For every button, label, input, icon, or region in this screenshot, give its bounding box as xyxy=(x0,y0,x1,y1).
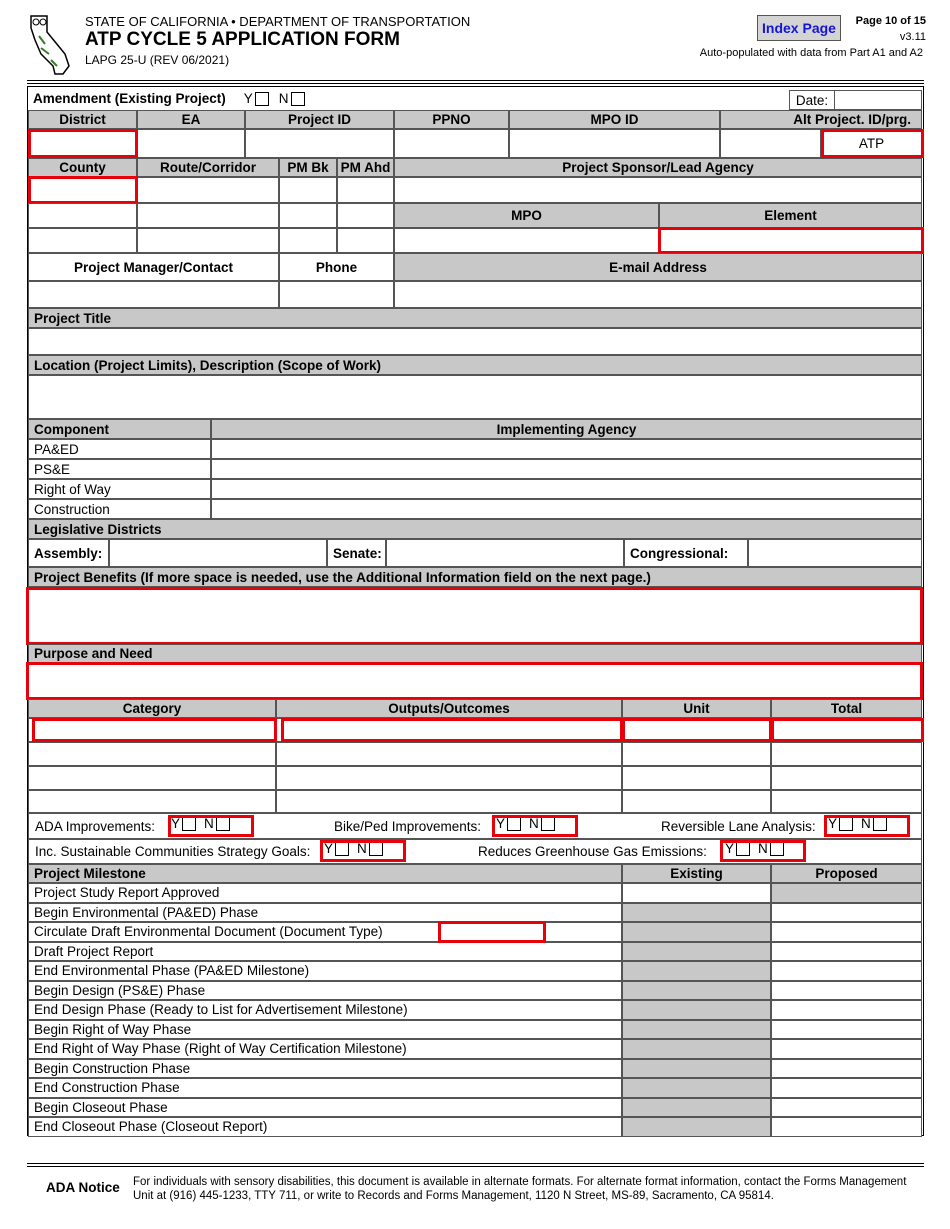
county-highlight xyxy=(28,176,138,204)
mpo-input[interactable] xyxy=(394,228,659,253)
milestone-proposed-input[interactable] xyxy=(771,942,922,962)
milestone-header: Project Milestone xyxy=(28,864,622,883)
element-header: Element xyxy=(659,203,922,228)
ea-header: EA xyxy=(137,110,245,129)
milestone-proposed-input[interactable] xyxy=(771,1000,922,1020)
county-header: County xyxy=(28,158,137,177)
ada-highlight xyxy=(168,815,254,837)
ppno-header: PPNO xyxy=(394,110,509,129)
scs-goals-label: Inc. Sustainable Communities Strategy Goals: xyxy=(35,844,311,859)
alt-project-highlight xyxy=(821,129,924,158)
milestone-label: End Design Phase (Ready to List for Advertisement Milestone) xyxy=(28,1000,622,1020)
county-input-3[interactable] xyxy=(28,228,137,253)
email-input[interactable] xyxy=(394,281,922,308)
milestone-proposed-input[interactable] xyxy=(771,883,922,903)
footer-divider-2 xyxy=(27,1166,924,1167)
milestone-existing-input[interactable] xyxy=(622,1020,771,1040)
unit-input-2[interactable] xyxy=(622,742,771,766)
bike-n-label: N xyxy=(529,816,539,831)
amendment-yes-checkbox[interactable] xyxy=(255,92,269,106)
location-input[interactable] xyxy=(28,375,922,419)
outputs-header: Outputs/Outcomes xyxy=(276,699,622,718)
caltrans-logo xyxy=(27,14,73,78)
application-form xyxy=(27,86,924,1136)
component-header: Component xyxy=(28,419,211,439)
scs-n-label: N xyxy=(357,841,367,856)
implementing-agency-header: Implementing Agency xyxy=(211,419,922,439)
pm-ahd-input-3[interactable] xyxy=(337,228,394,253)
sponsor-input[interactable] xyxy=(394,177,922,203)
alt-project-id-header: Alt Project. ID/prg. xyxy=(720,110,922,129)
project-title-input[interactable] xyxy=(28,328,922,355)
alt-project-id-input[interactable]: ATP xyxy=(821,129,922,158)
agency-construction-input[interactable] xyxy=(211,499,922,519)
pm-ahd-header: PM Ahd xyxy=(337,158,394,177)
milestone-proposed-input[interactable] xyxy=(771,1117,922,1137)
pm-ahd-input-2[interactable] xyxy=(337,203,394,228)
project-title-header: Project Title xyxy=(28,308,922,328)
milestone-existing-input[interactable] xyxy=(622,1078,771,1098)
phone-input[interactable] xyxy=(279,281,394,308)
alt-project-spacer[interactable] xyxy=(720,129,821,158)
milestone-existing-input[interactable] xyxy=(622,1059,771,1079)
milestone-proposed-input[interactable] xyxy=(771,1098,922,1118)
milestone-existing-input[interactable] xyxy=(622,961,771,981)
unit-highlight xyxy=(622,718,772,742)
milestone-proposed-input[interactable] xyxy=(771,981,922,1001)
total-input-4[interactable] xyxy=(771,790,922,813)
category-input-3[interactable] xyxy=(28,766,276,790)
milestone-label: End Closeout Phase (Closeout Report) xyxy=(28,1117,622,1137)
project-id-header: Project ID xyxy=(245,110,394,129)
element-highlight xyxy=(658,227,924,254)
milestone-label: Begin Design (PS&E) Phase xyxy=(28,981,622,1001)
pm-bk-header: PM Bk xyxy=(279,158,337,177)
milestone-existing-input[interactable] xyxy=(622,1000,771,1020)
milestone-proposed-input[interactable] xyxy=(771,903,922,923)
scs-y-label: Y xyxy=(324,841,334,856)
total-input-3[interactable] xyxy=(771,766,922,790)
milestone-proposed-input[interactable] xyxy=(771,1059,922,1079)
bike-ped-label: Bike/Ped Improvements: xyxy=(334,819,482,834)
ada-notice-label: ADA Notice xyxy=(46,1180,120,1195)
amendment-label: Amendment (Existing Project) xyxy=(33,91,226,106)
benefits-highlight xyxy=(26,587,923,645)
congressional-label: Congressional: xyxy=(624,539,748,567)
component-construction: Construction xyxy=(28,499,211,519)
milestone-existing-input[interactable] xyxy=(622,903,771,923)
date-input[interactable] xyxy=(834,90,922,110)
amendment-no-checkbox[interactable] xyxy=(291,92,305,106)
proposed-header: Proposed xyxy=(771,864,922,883)
pm-bk-input-3[interactable] xyxy=(279,228,337,253)
congressional-input[interactable] xyxy=(748,539,922,567)
reversible-lane-label: Reversible Lane Analysis: xyxy=(661,819,816,834)
milestone-proposed-input[interactable] xyxy=(771,961,922,981)
milestone-label: Begin Right of Way Phase xyxy=(28,1020,622,1040)
project-id-input[interactable] xyxy=(245,129,394,158)
milestone-existing-input[interactable] xyxy=(622,1117,771,1137)
route-input-2[interactable] xyxy=(137,203,279,228)
version-label: v3.11 xyxy=(899,31,926,43)
date-label: Date: xyxy=(789,90,834,110)
rev-n-label: N xyxy=(861,816,871,831)
district-highlight xyxy=(28,129,138,158)
category-header: Category xyxy=(28,699,276,718)
location-header: Location (Project Limits), Description (Scope of Work) xyxy=(28,355,922,375)
agency-pa-ed-input[interactable] xyxy=(211,439,922,459)
milestone-proposed-input[interactable] xyxy=(771,1020,922,1040)
project-manager-input[interactable] xyxy=(28,281,279,308)
total-input-2[interactable] xyxy=(771,742,922,766)
ghg-label: Reduces Greenhouse Gas Emissions: xyxy=(478,844,707,859)
milestone-proposed-input[interactable] xyxy=(771,1078,922,1098)
ppno-input[interactable] xyxy=(394,129,509,158)
total-header: Total xyxy=(771,699,922,718)
outputs-input-4[interactable] xyxy=(276,790,622,813)
category-input-4[interactable] xyxy=(28,790,276,813)
purpose-header: Purpose and Need xyxy=(28,644,922,663)
mpo-header: MPO xyxy=(394,203,659,228)
assembly-label: Assembly: xyxy=(28,539,109,567)
mpo-id-input[interactable] xyxy=(509,129,720,158)
component-ps-e: PS&E xyxy=(28,459,211,479)
route-corridor-header: Route/Corridor xyxy=(137,158,279,177)
milestone-existing-input[interactable] xyxy=(622,942,771,962)
assembly-input[interactable] xyxy=(109,539,327,567)
reversible-highlight xyxy=(824,815,910,837)
bike-ped-highlight xyxy=(492,815,578,837)
component-right-of-way: Right of Way xyxy=(28,479,211,499)
agency-right-of-way-input[interactable] xyxy=(211,479,922,499)
milestone-proposed-input[interactable] xyxy=(771,922,922,942)
mpo-id-header: MPO ID xyxy=(509,110,720,129)
milestone-existing-input[interactable] xyxy=(622,883,771,903)
senate-input[interactable] xyxy=(386,539,624,567)
category-highlight xyxy=(32,718,277,742)
ghg-highlight xyxy=(720,840,806,862)
form-number: LAPG 25-U (REV 06/2021) xyxy=(85,53,230,67)
existing-header: Existing xyxy=(622,864,771,883)
index-page-button[interactable]: Index Page xyxy=(757,15,841,41)
header-divider-2 xyxy=(27,83,924,84)
scs-highlight xyxy=(320,840,406,862)
route-input[interactable] xyxy=(137,177,279,203)
milestone-label: Project Study Report Approved xyxy=(28,883,622,903)
milestone-existing-input[interactable] xyxy=(622,922,771,942)
rev-y-label: Y xyxy=(828,816,838,831)
footer-divider xyxy=(27,1163,924,1164)
outputs-highlight xyxy=(281,718,623,742)
amendment-row xyxy=(28,87,922,110)
form-title: ATP CYCLE 5 APPLICATION FORM xyxy=(85,29,400,50)
amendment-no-label: N xyxy=(278,91,289,106)
route-input-3[interactable] xyxy=(137,228,279,253)
outputs-input-2[interactable] xyxy=(276,742,622,766)
county-input-2[interactable] xyxy=(28,203,137,228)
component-pa-ed: PA&ED xyxy=(28,439,211,459)
document-type-highlight[interactable] xyxy=(438,921,546,943)
milestone-existing-input[interactable] xyxy=(622,1098,771,1118)
project-manager-header: Project Manager/Contact xyxy=(28,253,279,281)
milestone-label: Begin Closeout Phase xyxy=(28,1098,622,1118)
email-header: E-mail Address xyxy=(394,253,922,281)
senate-label: Senate: xyxy=(327,539,386,567)
milestone-label: Draft Project Report xyxy=(28,942,622,962)
milestone-label: Begin Construction Phase xyxy=(28,1059,622,1079)
ada-notice-text: For individuals with sensory disabilities, this document is available in alternate formats. For alternate format information, contact the Forms Management Unit at (916) 445-1233, TTY 711, or write to Records and Forms Management, 1120 N Street, MS-89, Sacramento, CA 95814. xyxy=(133,1176,907,1202)
unit-header: Unit xyxy=(622,699,771,718)
category-input-2[interactable] xyxy=(28,742,276,766)
milestone-label: Begin Environmental (PA&ED) Phase xyxy=(28,903,622,923)
sponsor-header: Project Sponsor/Lead Agency xyxy=(394,158,922,177)
milestone-existing-input[interactable] xyxy=(622,981,771,1001)
department-line: STATE OF CALIFORNIA • DEPARTMENT OF TRANSPORTATION xyxy=(85,14,471,29)
purpose-highlight xyxy=(26,662,923,700)
agency-ps-e-input[interactable] xyxy=(211,459,922,479)
ada-n-label: N xyxy=(204,816,214,831)
benefits-header: Project Benefits (If more space is needed, use the Additional Information field on the next page.) xyxy=(28,567,922,587)
ada-improvements-label: ADA Improvements: xyxy=(35,819,156,834)
milestone-existing-input[interactable] xyxy=(622,1039,771,1059)
ghg-y-label: Y xyxy=(725,841,735,856)
ea-input[interactable] xyxy=(137,129,245,158)
outputs-input-3[interactable] xyxy=(276,766,622,790)
milestone-proposed-input[interactable] xyxy=(771,1039,922,1059)
amendment-yes-label: Y xyxy=(243,91,253,106)
milestone-label: End Right of Way Phase (Right of Way Certification Milestone) xyxy=(28,1039,622,1059)
pm-bk-input-2[interactable] xyxy=(279,203,337,228)
page-number: Page 10 of 15 xyxy=(855,15,926,27)
milestone-label: End Environmental Phase (PA&ED Milestone) xyxy=(28,961,622,981)
bike-y-label: Y xyxy=(496,816,506,831)
milestone-label: Circulate Draft Environmental Document (Document Type) xyxy=(28,922,622,942)
district-header: District xyxy=(28,110,137,129)
pm-bk-input[interactable] xyxy=(279,177,337,203)
ghg-n-label: N xyxy=(758,841,768,856)
pm-ahd-input[interactable] xyxy=(337,177,394,203)
header-divider xyxy=(27,80,924,81)
ada-y-label: Y xyxy=(171,816,181,831)
total-highlight xyxy=(771,718,924,742)
phone-header: Phone xyxy=(279,253,394,281)
legislative-header: Legislative Districts xyxy=(28,519,922,539)
milestone-label: End Construction Phase xyxy=(28,1078,622,1098)
unit-input-4[interactable] xyxy=(622,790,771,813)
unit-input-3[interactable] xyxy=(622,766,771,790)
auto-populated-note: Auto-populated with data from Part A1 and A2 xyxy=(699,47,923,59)
